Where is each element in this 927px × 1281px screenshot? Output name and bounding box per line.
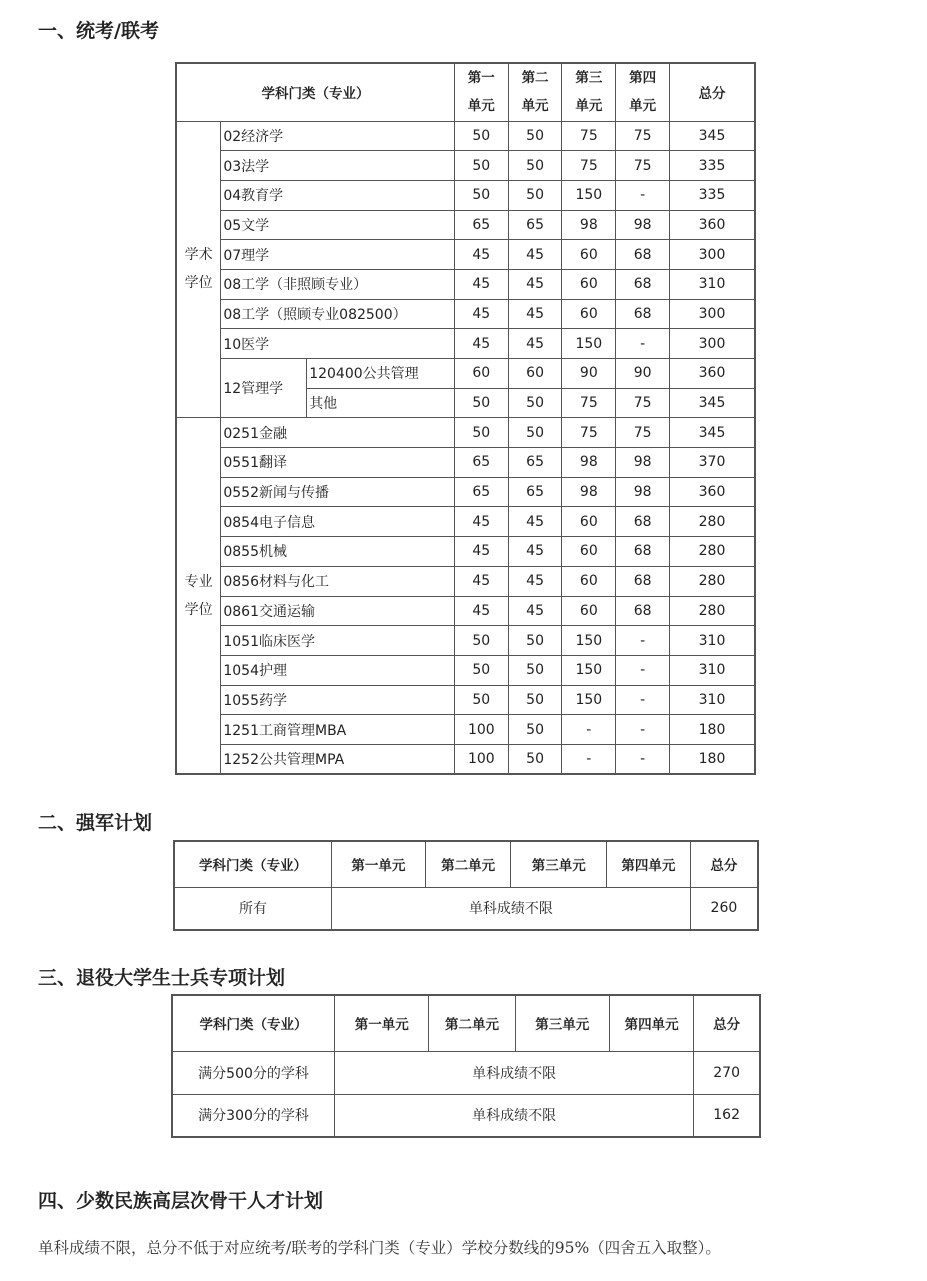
score-cell-u3: 75	[562, 121, 616, 151]
total-cell: 310	[669, 626, 755, 656]
table-row	[176, 744, 755, 774]
table-row	[176, 626, 755, 656]
subject-cell: 0854电子信息	[221, 507, 455, 537]
group-academic: 学术 学位	[176, 121, 221, 418]
score-cell-u2: 50	[508, 151, 562, 181]
score-cell-u1: 50	[454, 388, 508, 418]
score-cell-u2: 65	[508, 210, 562, 240]
subject-cell: 1251工商管理MBA	[221, 715, 455, 745]
subject-cell: 04教育学	[221, 180, 455, 210]
score-cell-u2: 60	[508, 359, 562, 389]
score-cell-u2: 45	[508, 566, 562, 596]
score-cell-u1: 50	[454, 180, 508, 210]
unified-exam-table	[175, 62, 756, 775]
score-cell-u3: 150	[562, 329, 616, 359]
total-cell: 310	[669, 269, 755, 299]
subject-cell: 0251金融	[221, 418, 455, 448]
subject-cell: 所有	[174, 887, 332, 930]
score-cell-u1: 65	[454, 210, 508, 240]
total-cell: 360	[669, 210, 755, 240]
subject-cell: 满分300分的学科	[172, 1094, 335, 1137]
score-cell-u1: 45	[454, 566, 508, 596]
score-cell-u3: 150	[562, 180, 616, 210]
section-3-title: 三、退役大学生士兵专项计划	[38, 967, 286, 989]
total-cell: 260	[690, 887, 758, 930]
header-unit-4: 第四 单元	[616, 63, 670, 121]
header-unit-1: 第一单元	[332, 841, 426, 887]
score-cell-u3: 150	[562, 626, 616, 656]
score-cell-u4: 68	[616, 240, 670, 270]
total-cell: 360	[669, 359, 755, 389]
table-row	[176, 507, 755, 537]
score-cell-u3: 60	[562, 566, 616, 596]
score-cell-u3: 60	[562, 507, 616, 537]
total-cell: 280	[669, 596, 755, 626]
subject-cell: 0855机械	[221, 537, 455, 567]
header-unit-4: 第四单元	[609, 995, 693, 1051]
score-cell-u2: 45	[508, 299, 562, 329]
score-cell-u3: 60	[562, 537, 616, 567]
subject-cell: 1051临床医学	[221, 626, 455, 656]
total-cell: 370	[669, 448, 755, 478]
section-4-title: 四、少数民族高层次骨干人才计划	[38, 1190, 324, 1212]
header-unit-2: 第二单元	[429, 995, 515, 1051]
score-cell-u4: -	[616, 685, 670, 715]
table-row	[176, 596, 755, 626]
score-cell-u1: 50	[454, 685, 508, 715]
score-cell-u4: 90	[616, 359, 670, 389]
score-cell-u1: 45	[454, 269, 508, 299]
score-cell-u4: 98	[616, 210, 670, 240]
total-cell: 280	[669, 566, 755, 596]
score-cell-u3: 75	[562, 151, 616, 181]
score-cell-u1: 45	[454, 329, 508, 359]
score-cell-u2: 50	[508, 655, 562, 685]
header-unit-1: 第一单元	[335, 995, 429, 1051]
score-cell-u4: 75	[616, 151, 670, 181]
score-cell-u4: 75	[616, 121, 670, 151]
header-subject: 学科门类（专业）	[172, 995, 335, 1051]
total-cell: 162	[694, 1094, 760, 1137]
total-cell: 300	[669, 329, 755, 359]
subject-cell: 05文学	[221, 210, 455, 240]
unit-scores-cell: 单科成绩不限	[335, 1094, 694, 1137]
table-row	[176, 210, 755, 240]
table-row	[176, 477, 755, 507]
subject-cell: 1054护理	[221, 655, 455, 685]
total-cell: 270	[694, 1051, 760, 1094]
score-cell-u4: 68	[616, 269, 670, 299]
table-row	[176, 359, 755, 389]
table-row	[176, 121, 755, 151]
subject-cell: 10医学	[221, 329, 455, 359]
total-cell: 345	[669, 121, 755, 151]
veteran-plan-table	[171, 994, 761, 1138]
subject-cell: 08工学（非照顾专业）	[221, 269, 455, 299]
score-cell-u4: -	[616, 626, 670, 656]
score-cell-u4: 68	[616, 507, 670, 537]
score-cell-u2: 45	[508, 269, 562, 299]
score-cell-u1: 50	[454, 121, 508, 151]
score-cell-u4: 98	[616, 477, 670, 507]
score-cell-u1: 65	[454, 448, 508, 478]
score-cell-u1: 100	[454, 715, 508, 745]
table-row	[176, 715, 755, 745]
score-cell-u2: 50	[508, 626, 562, 656]
score-cell-u3: 60	[562, 269, 616, 299]
total-cell: 335	[669, 151, 755, 181]
score-cell-u4: 68	[616, 537, 670, 567]
score-cell-u2: 45	[508, 596, 562, 626]
score-cell-u4: -	[616, 715, 670, 745]
table-row	[176, 151, 755, 181]
total-cell: 300	[669, 240, 755, 270]
table-row	[176, 240, 755, 270]
subject-cell: 0861交通运输	[221, 596, 455, 626]
unit-scores-cell: 单科成绩不限	[335, 1051, 694, 1094]
score-cell-u3: 98	[562, 210, 616, 240]
table3-header-row	[172, 995, 760, 1051]
table-row	[176, 655, 755, 685]
section-2-title: 二、强军计划	[38, 812, 153, 834]
header-unit-3: 第三单元	[511, 841, 607, 887]
table2-header-row	[174, 841, 758, 887]
score-cell-u1: 60	[454, 359, 508, 389]
subject-cell: 03法学	[221, 151, 455, 181]
score-cell-u4: 98	[616, 448, 670, 478]
subject-cell-management: 12管理学	[221, 359, 307, 418]
header-unit-3: 第三 单元	[562, 63, 616, 121]
score-cell-u4: 75	[616, 418, 670, 448]
total-cell: 345	[669, 418, 755, 448]
subject-cell: 1055药学	[221, 685, 455, 715]
sub-subject-cell: 其他	[307, 388, 455, 418]
score-cell-u4: -	[616, 180, 670, 210]
total-cell: 360	[669, 477, 755, 507]
table-row	[174, 887, 758, 930]
header-subject: 学科门类（专业）	[176, 63, 454, 121]
total-cell: 335	[669, 180, 755, 210]
group-professional: 专业 学位	[176, 418, 221, 774]
score-cell-u1: 45	[454, 299, 508, 329]
table1-header-row	[176, 63, 755, 121]
score-cell-u4: -	[616, 329, 670, 359]
subject-cell: 07理学	[221, 240, 455, 270]
score-cell-u1: 50	[454, 626, 508, 656]
score-cell-u1: 45	[454, 596, 508, 626]
header-unit-4: 第四单元	[607, 841, 691, 887]
score-cell-u3: 75	[562, 418, 616, 448]
section-4-note: 单科成绩不限，总分不低于对应统考/联考的学科门类（专业）学校分数线的95%（四舍五入取整）。	[38, 1239, 721, 1257]
score-cell-u1: 65	[454, 477, 508, 507]
table-row	[176, 448, 755, 478]
score-cell-u1: 45	[454, 537, 508, 567]
score-cell-u3: 60	[562, 596, 616, 626]
table-row	[172, 1094, 760, 1137]
header-total: 总分	[694, 995, 760, 1051]
subject-cell: 1252公共管理MPA	[221, 744, 455, 774]
score-cell-u3: 150	[562, 655, 616, 685]
score-cell-u1: 50	[454, 418, 508, 448]
score-cell-u3: 90	[562, 359, 616, 389]
score-cell-u2: 45	[508, 507, 562, 537]
subject-cell: 08工学（照顾专业082500）	[221, 299, 455, 329]
table-row	[176, 329, 755, 359]
subject-cell: 0551翻译	[221, 448, 455, 478]
total-cell: 345	[669, 388, 755, 418]
table-row	[176, 180, 755, 210]
score-cell-u3: -	[562, 744, 616, 774]
table-row	[172, 1051, 760, 1094]
score-cell-u2: 50	[508, 685, 562, 715]
total-cell: 280	[669, 507, 755, 537]
table-row	[176, 269, 755, 299]
table-row	[176, 418, 755, 448]
score-cell-u2: 45	[508, 240, 562, 270]
table-row	[176, 685, 755, 715]
total-cell: 310	[669, 655, 755, 685]
score-cell-u4: 75	[616, 388, 670, 418]
score-cell-u2: 50	[508, 180, 562, 210]
header-unit-1: 第一 单元	[454, 63, 508, 121]
table-row	[176, 566, 755, 596]
section-1-title: 一、统考/联考	[38, 20, 159, 42]
score-cell-u2: 45	[508, 329, 562, 359]
score-cell-u4: 68	[616, 299, 670, 329]
score-cell-u3: 98	[562, 477, 616, 507]
score-cell-u2: 45	[508, 537, 562, 567]
header-subject: 学科门类（专业）	[174, 841, 332, 887]
score-cell-u1: 45	[454, 240, 508, 270]
score-cell-u2: 50	[508, 715, 562, 745]
score-cell-u2: 50	[508, 744, 562, 774]
table-row	[176, 299, 755, 329]
score-cell-u4: -	[616, 744, 670, 774]
score-cell-u2: 50	[508, 388, 562, 418]
header-unit-2: 第二单元	[425, 841, 511, 887]
header-total: 总分	[669, 63, 755, 121]
total-cell: 310	[669, 685, 755, 715]
score-cell-u4: 68	[616, 566, 670, 596]
subject-cell: 0552新闻与传播	[221, 477, 455, 507]
score-cell-u1: 100	[454, 744, 508, 774]
military-plan-table	[173, 840, 759, 931]
header-unit-3: 第三单元	[515, 995, 609, 1051]
score-cell-u3: 60	[562, 240, 616, 270]
score-cell-u3: -	[562, 715, 616, 745]
score-cell-u4: 68	[616, 596, 670, 626]
subject-cell: 满分500分的学科	[172, 1051, 335, 1094]
sub-subject-cell: 120400公共管理	[307, 359, 455, 389]
score-cell-u3: 98	[562, 448, 616, 478]
score-cell-u1: 50	[454, 151, 508, 181]
total-cell: 300	[669, 299, 755, 329]
table-row	[176, 537, 755, 567]
total-cell: 180	[669, 744, 755, 774]
score-cell-u2: 50	[508, 418, 562, 448]
score-cell-u2: 65	[508, 448, 562, 478]
header-total: 总分	[690, 841, 758, 887]
total-cell: 180	[669, 715, 755, 745]
unit-scores-cell: 单科成绩不限	[332, 887, 691, 930]
header-unit-2: 第二 单元	[508, 63, 562, 121]
score-cell-u4: -	[616, 655, 670, 685]
total-cell: 280	[669, 537, 755, 567]
score-cell-u1: 45	[454, 507, 508, 537]
score-cell-u2: 65	[508, 477, 562, 507]
score-cell-u3: 60	[562, 299, 616, 329]
score-cell-u3: 75	[562, 388, 616, 418]
score-cell-u1: 50	[454, 655, 508, 685]
score-cell-u3: 150	[562, 685, 616, 715]
score-cell-u2: 50	[508, 121, 562, 151]
subject-cell: 02经济学	[221, 121, 455, 151]
subject-cell: 0856材料与化工	[221, 566, 455, 596]
